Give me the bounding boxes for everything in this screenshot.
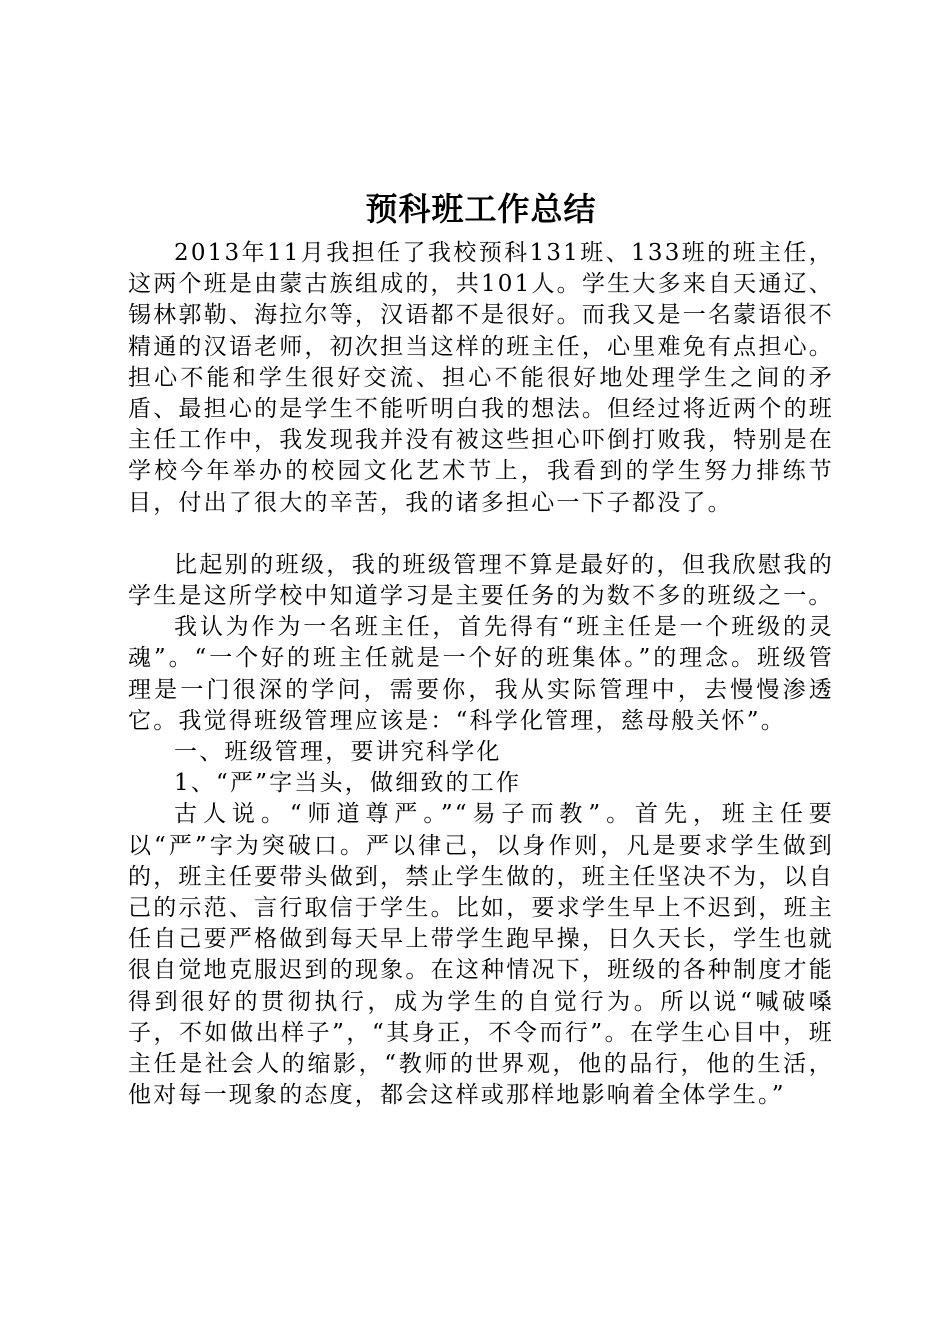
document-title: 预科班工作总结 bbox=[365, 190, 597, 228]
paragraph-1: 2013年11月我担任了我校预科131班、133班的班主任，这两个班是由蒙古族组成的，共101人。学生大多来自天通辽、锡林郭勒、海拉尔等，汉语都不是很好。而我又是一名蒙语很不精通的汉语老师，初次担当这样的班主任，心里难免有点担心。担心不能和学生很好交流、担心不能很好地处理学生之间的矛盾、最担心的是学生不能听明白我的想法。但经过将近两个的班主任工作中，我发现我并没有被这些担心吓倒打败我，特别是在学校今年举办的校园文化艺术节上，我看到的学生努力排练节目，付出了很大的辛苦，我的诸多担心一下子都没了。 bbox=[128, 240, 834, 516]
paragraph-4: 古人说。“师道尊严。”“易子而教”。首先，班主任要以“严”字为突破口。严以律己，以身作则，凡是要求学生做到的，班主任要带头做到，禁止学生做的，班主任坚决不为，以自己的示范、言行取信于学生。比如，要求学生早上不迟到，班主任自己要严格做到每天早上带学生跑早操，日久天长，学生也就很自觉地克服迟到的现象。在这种情况下，班级的各种制度才能得到很好的贯彻执行，成为学生的自觉行为。所以说“喊破嗓子，不如做出样子”，“其身正，不令而行”。在学生心目中，班主任是社会人的缩影，“教师的世界观，他的品行，他的生活，他对每一现象的态度，都会这样或那样地影响着全体学生。” bbox=[128, 801, 834, 1109]
section-heading-1: 一、班级管理，要讲究科学化 bbox=[174, 739, 502, 766]
paragraph-3: 我认为作为一名班主任，首先得有“班主任是一个班级的灵魂”。“一个好的班主任就是一个好的班集体。”的理念。班级管理是一门很深的学问，需要你，我从实际管理中，去慢慢渗透它。我觉得班级管理应该是：“科学化管理，慈母般关怀”。 bbox=[128, 614, 834, 734]
paragraph-gap bbox=[128, 519, 834, 550]
subsection-heading-1: 1、“严”字当头，做细致的工作 bbox=[174, 770, 522, 797]
document-page bbox=[128, 182, 834, 1111]
paragraph-2: 比起别的班级，我的班级管理不算是最好的，但我欣慰我的学生是这所学校中知道学习是主要任务的为数不多的班级之一。 bbox=[128, 551, 834, 610]
